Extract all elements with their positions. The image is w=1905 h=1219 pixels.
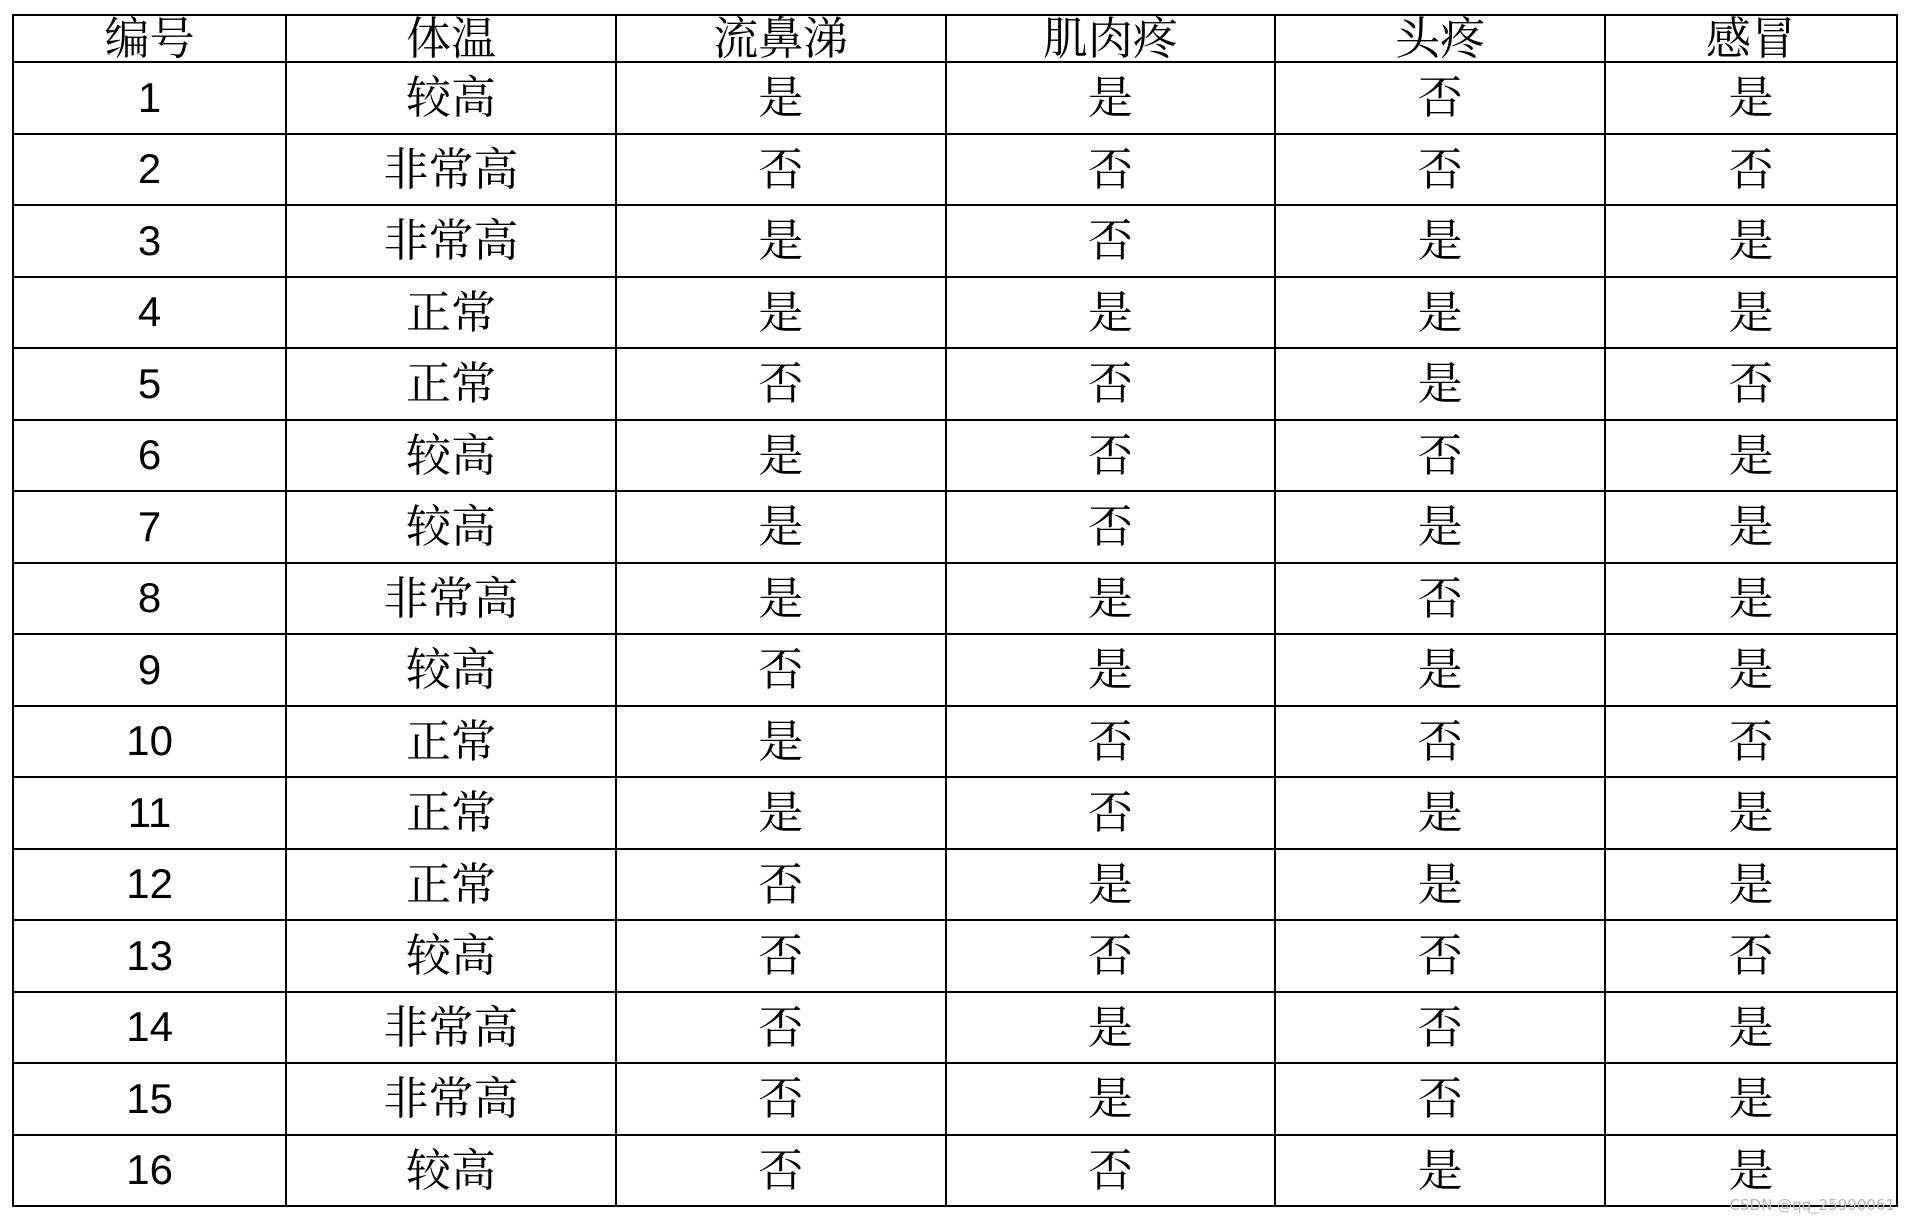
- table-row: [13, 563, 1897, 635]
- cell-muscle-pain: 是: [946, 277, 1276, 349]
- table-row: [13, 348, 1897, 420]
- cell-cold: 是: [1605, 1063, 1897, 1135]
- cell-headache: 是: [1275, 634, 1605, 706]
- cell-headache: 否: [1275, 563, 1605, 635]
- cell-temperature: 非常高: [286, 992, 616, 1064]
- cell-muscle-pain: 否: [946, 920, 1276, 992]
- cell-runny-nose: 是: [616, 777, 946, 849]
- cell-cold: 是: [1605, 420, 1897, 492]
- cell-id: 3: [13, 205, 286, 277]
- cell-headache: 否: [1275, 134, 1605, 206]
- cell-temperature: 正常: [286, 348, 616, 420]
- cell-id: 4: [13, 277, 286, 349]
- table-row: [13, 1135, 1897, 1207]
- cell-muscle-pain: 是: [946, 1063, 1276, 1135]
- header-cold: 感冒: [1605, 15, 1897, 62]
- cell-muscle-pain: 是: [946, 849, 1276, 921]
- cell-temperature: 非常高: [286, 205, 616, 277]
- cell-id: 12: [13, 849, 286, 921]
- cell-temperature: 较高: [286, 491, 616, 563]
- table-row: [13, 777, 1897, 849]
- table-row: [13, 634, 1897, 706]
- cell-cold: 是: [1605, 992, 1897, 1064]
- cell-id: 16: [13, 1135, 286, 1207]
- cell-id: 7: [13, 491, 286, 563]
- cell-id: 1: [13, 62, 286, 134]
- table-row: [13, 992, 1897, 1064]
- cell-cold: 是: [1605, 1135, 1897, 1207]
- cell-runny-nose: 否: [616, 134, 946, 206]
- cell-headache: 否: [1275, 62, 1605, 134]
- table-row: [13, 420, 1897, 492]
- cell-muscle-pain: 是: [946, 62, 1276, 134]
- cell-temperature: 非常高: [286, 134, 616, 206]
- table-row: [13, 134, 1897, 206]
- cell-temperature: 较高: [286, 420, 616, 492]
- cell-temperature: 正常: [286, 849, 616, 921]
- header-runny-nose: 流鼻涕: [616, 15, 946, 62]
- cell-temperature: 正常: [286, 777, 616, 849]
- cell-cold: 否: [1605, 134, 1897, 206]
- table-row: [13, 706, 1897, 778]
- cell-cold: 是: [1605, 277, 1897, 349]
- data-table-container: [12, 14, 1898, 1207]
- cell-cold: 是: [1605, 777, 1897, 849]
- header-id: 编号: [13, 15, 286, 62]
- cell-id: 9: [13, 634, 286, 706]
- cell-runny-nose: 否: [616, 849, 946, 921]
- cell-cold: 是: [1605, 634, 1897, 706]
- cell-id: 15: [13, 1063, 286, 1135]
- header-headache: 头疼: [1275, 15, 1605, 62]
- cell-id: 8: [13, 563, 286, 635]
- cell-runny-nose: 否: [616, 1135, 946, 1207]
- cell-headache: 否: [1275, 992, 1605, 1064]
- cell-headache: 否: [1275, 420, 1605, 492]
- cell-headache: 是: [1275, 491, 1605, 563]
- table-header-row: [13, 15, 1897, 62]
- watermark: CSDN @qq_25990061: [1729, 1196, 1895, 1214]
- table-row: [13, 62, 1897, 134]
- cell-headache: 否: [1275, 920, 1605, 992]
- cell-id: 2: [13, 134, 286, 206]
- cell-muscle-pain: 否: [946, 420, 1276, 492]
- cell-headache: 是: [1275, 348, 1605, 420]
- cell-cold: 否: [1605, 920, 1897, 992]
- table-row: [13, 205, 1897, 277]
- cell-runny-nose: 是: [616, 491, 946, 563]
- cell-runny-nose: 否: [616, 992, 946, 1064]
- cell-cold: 是: [1605, 849, 1897, 921]
- cell-id: 13: [13, 920, 286, 992]
- cell-cold: 否: [1605, 348, 1897, 420]
- cell-runny-nose: 是: [616, 62, 946, 134]
- cell-runny-nose: 是: [616, 420, 946, 492]
- table-row: [13, 920, 1897, 992]
- cell-headache: 否: [1275, 1063, 1605, 1135]
- cell-id: 11: [13, 777, 286, 849]
- cell-cold: 是: [1605, 62, 1897, 134]
- cell-runny-nose: 是: [616, 277, 946, 349]
- table-row: [13, 491, 1897, 563]
- cell-temperature: 较高: [286, 634, 616, 706]
- cell-runny-nose: 否: [616, 1063, 946, 1135]
- table-body: [13, 62, 1897, 1206]
- header-temperature: 体温: [286, 15, 616, 62]
- cell-runny-nose: 是: [616, 205, 946, 277]
- cell-temperature: 较高: [286, 920, 616, 992]
- table-row: [13, 277, 1897, 349]
- cell-muscle-pain: 否: [946, 777, 1276, 849]
- cell-muscle-pain: 否: [946, 348, 1276, 420]
- cell-headache: 是: [1275, 777, 1605, 849]
- cell-cold: 否: [1605, 706, 1897, 778]
- cell-headache: 是: [1275, 1135, 1605, 1207]
- cell-runny-nose: 否: [616, 920, 946, 992]
- cell-headache: 否: [1275, 706, 1605, 778]
- cell-id: 10: [13, 706, 286, 778]
- table-row: [13, 849, 1897, 921]
- cell-runny-nose: 是: [616, 563, 946, 635]
- cell-temperature: 较高: [286, 1135, 616, 1207]
- cell-headache: 是: [1275, 277, 1605, 349]
- cell-muscle-pain: 否: [946, 1135, 1276, 1207]
- cell-runny-nose: 否: [616, 634, 946, 706]
- cell-id: 6: [13, 420, 286, 492]
- cell-muscle-pain: 是: [946, 563, 1276, 635]
- cell-muscle-pain: 是: [946, 992, 1276, 1064]
- cell-headache: 是: [1275, 849, 1605, 921]
- table-row: [13, 1063, 1897, 1135]
- cell-temperature: 正常: [286, 277, 616, 349]
- cell-muscle-pain: 否: [946, 205, 1276, 277]
- cell-runny-nose: 否: [616, 348, 946, 420]
- cell-muscle-pain: 否: [946, 134, 1276, 206]
- cell-headache: 是: [1275, 205, 1605, 277]
- cell-id: 5: [13, 348, 286, 420]
- header-muscle-pain: 肌肉疼: [946, 15, 1276, 62]
- cell-temperature: 正常: [286, 706, 616, 778]
- cell-muscle-pain: 否: [946, 706, 1276, 778]
- cell-temperature: 非常高: [286, 563, 616, 635]
- cell-temperature: 较高: [286, 62, 616, 134]
- cell-cold: 是: [1605, 491, 1897, 563]
- cell-id: 14: [13, 992, 286, 1064]
- cell-runny-nose: 是: [616, 706, 946, 778]
- cell-cold: 是: [1605, 205, 1897, 277]
- cell-cold: 是: [1605, 563, 1897, 635]
- cell-muscle-pain: 否: [946, 491, 1276, 563]
- cold-diagnosis-table: [12, 14, 1898, 1207]
- cell-muscle-pain: 是: [946, 634, 1276, 706]
- cell-temperature: 非常高: [286, 1063, 616, 1135]
